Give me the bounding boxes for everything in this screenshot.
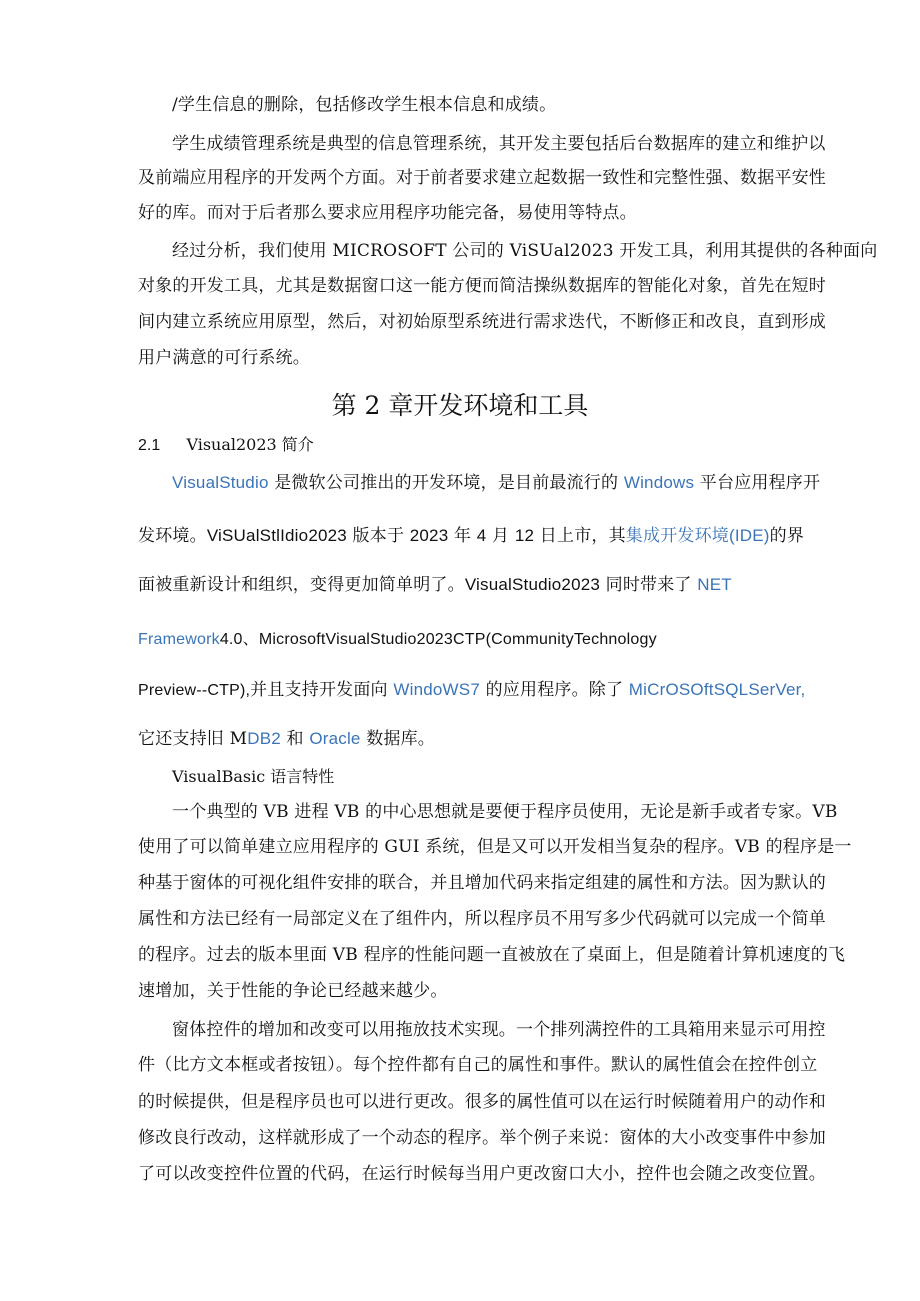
chapter-title: 第 2 章开发环境和工具 [331, 391, 589, 420]
text-segment: 12 [514, 526, 535, 545]
vb-line-3: 种基于窗体的可视化组件安排的联合，并且增加代码来指定组建的属性和方法。因为默认的 [138, 873, 826, 893]
text-segment: 的应用程序。除了 [479, 680, 629, 700]
text-segment: 并且支持开发面向 [250, 680, 394, 700]
vs-line-1 [172, 468, 820, 493]
vb-line-6: 速增加，关于性能的争论已经越来越少。 [138, 981, 448, 1001]
text-segment: Preview--CTP), [138, 682, 251, 699]
section-heading [138, 432, 314, 455]
text-segment: 4.0、MicrosoftVisualStudio2023CTP(CommunityTechnology [219, 631, 657, 648]
vs-line-4 [138, 626, 657, 649]
text-segment: 月 [486, 526, 515, 546]
vs-line-6 [138, 724, 435, 749]
text-segment: 日上市，其 [534, 526, 626, 546]
link-db2[interactable]: DB2 [247, 729, 281, 748]
intro-line-8: 用户满意的可行系统。 [138, 348, 310, 368]
intro-line-1: /学生信息的删除，包括修改学生根本信息和成绩。 [172, 95, 557, 115]
link-oracle[interactable]: Oracle [309, 729, 361, 748]
link-ide-abbr[interactable]: (IDE) [729, 526, 770, 545]
intro-line-5: 经过分析，我们使用 MICROSOFT 公司的 ViSUal2023 开发工具，利用其提供的各种面向 [172, 241, 878, 261]
text-segment: 版本于 [346, 526, 410, 546]
vb-line-4: 属性和方法已经有一局部定义在了组件内，所以程序员不用写多少代码就可以完成一个简单 [138, 909, 826, 929]
form-line-2: 件（比方文本框或者按钮）。每个控件都有自己的属性和事件。默认的属性值会在控件创立 [138, 1055, 818, 1075]
text-segment: 平台应用程序开 [694, 473, 821, 493]
text-segment: 的界 [769, 526, 805, 546]
form-line-4: 修改良行改动，这样就形成了一个动态的程序。举个例子来说：窗体的大小改变事件中参加 [138, 1128, 826, 1148]
intro-line-4: 好的库。而对于后者那么要求应用程序功能完备，易使用等特点。 [138, 203, 637, 223]
link-visualstudio[interactable]: VisualStudio [172, 473, 269, 492]
vb-line-5: 的程序。过去的版本里面 VB 程序的性能问题一直被放在了桌面上，但是随着计算机速度的飞 [138, 945, 846, 965]
text-segment: 和 [280, 729, 310, 749]
form-line-3: 的时候提供，但是程序员也可以进行更改。很多的属性值可以在运行时候随着用户的动作和 [138, 1092, 826, 1112]
link-windows[interactable]: Windows [623, 473, 695, 492]
link-net[interactable]: NET [697, 575, 732, 594]
form-line-5: 了可以改变控件位置的代码，在运行时候每当用户更改窗口大小，控件也会随之改变位置。 [138, 1164, 826, 1184]
text-segment: 发环境。 [138, 526, 207, 546]
text-segment: 同时带来了 [600, 575, 698, 595]
form-line-1: 窗体控件的增加和改变可以用拖放技术实现。一个排列满控件的工具箱用来显示可用控 [172, 1020, 826, 1040]
vs-line-2 [138, 521, 804, 546]
text-segment: 数据库。 [360, 729, 435, 749]
intro-line-2: 学生成绩管理系统是典型的信息管理系统，其开发主要包括后台数据库的建立和维护以 [172, 134, 826, 154]
text-segment: ViSUalStlIdio2023 [206, 526, 347, 545]
vb-line-2: 使用了可以简单建立应用程序的 GUI 系统，但是又可以开发相当复杂的程序。VB 的程序是一 [138, 837, 852, 857]
text-segment: 是微软公司推出的开发环境，是目前最流行的 [268, 473, 624, 493]
link-windows7[interactable]: WindoWS7 [393, 680, 480, 699]
vb-line-1: 一个典型的 VB 进程 VB 的中心思想就是要便于程序员使用，无论是新手或者专家。VB [172, 802, 838, 822]
text-segment: 年 [448, 526, 477, 546]
section-number: 2.1 [138, 437, 161, 454]
link-framework[interactable]: Framework [138, 631, 220, 648]
intro-line-3: 及前端应用程序的开发两个方面。对于前者要求建立起数据一致性和完整性强、数据平安性 [138, 168, 826, 188]
intro-line-6: 对象的开发工具，尤其是数据窗口这一能方便而简洁操纵数据库的智能化对象，首先在短时 [138, 276, 826, 296]
text-segment: 2023 [409, 526, 449, 545]
subsection-title: VisualBasic 语言特性 [172, 767, 335, 786]
text-segment: 面被重新设计和组织，变得更加简单明了。 [138, 575, 465, 595]
section-title: Visual2023 简介 [186, 435, 314, 454]
text-segment: 4 [476, 526, 487, 545]
link-ide[interactable]: 集成开发环境 [625, 526, 729, 546]
text-segment: 它还支持旧 M [138, 729, 248, 749]
intro-line-7: 间内建立系统应用原型，然后，对初始原型系统进行需求迭代，不断修正和改良，直到形成 [138, 312, 826, 332]
vs-line-3 [138, 570, 732, 595]
vs-line-5 [138, 675, 805, 700]
text-segment: VisualStudio2023 [464, 575, 601, 594]
link-sqlserver[interactable]: MiCrOSOftSQLSerVer, [628, 680, 806, 699]
